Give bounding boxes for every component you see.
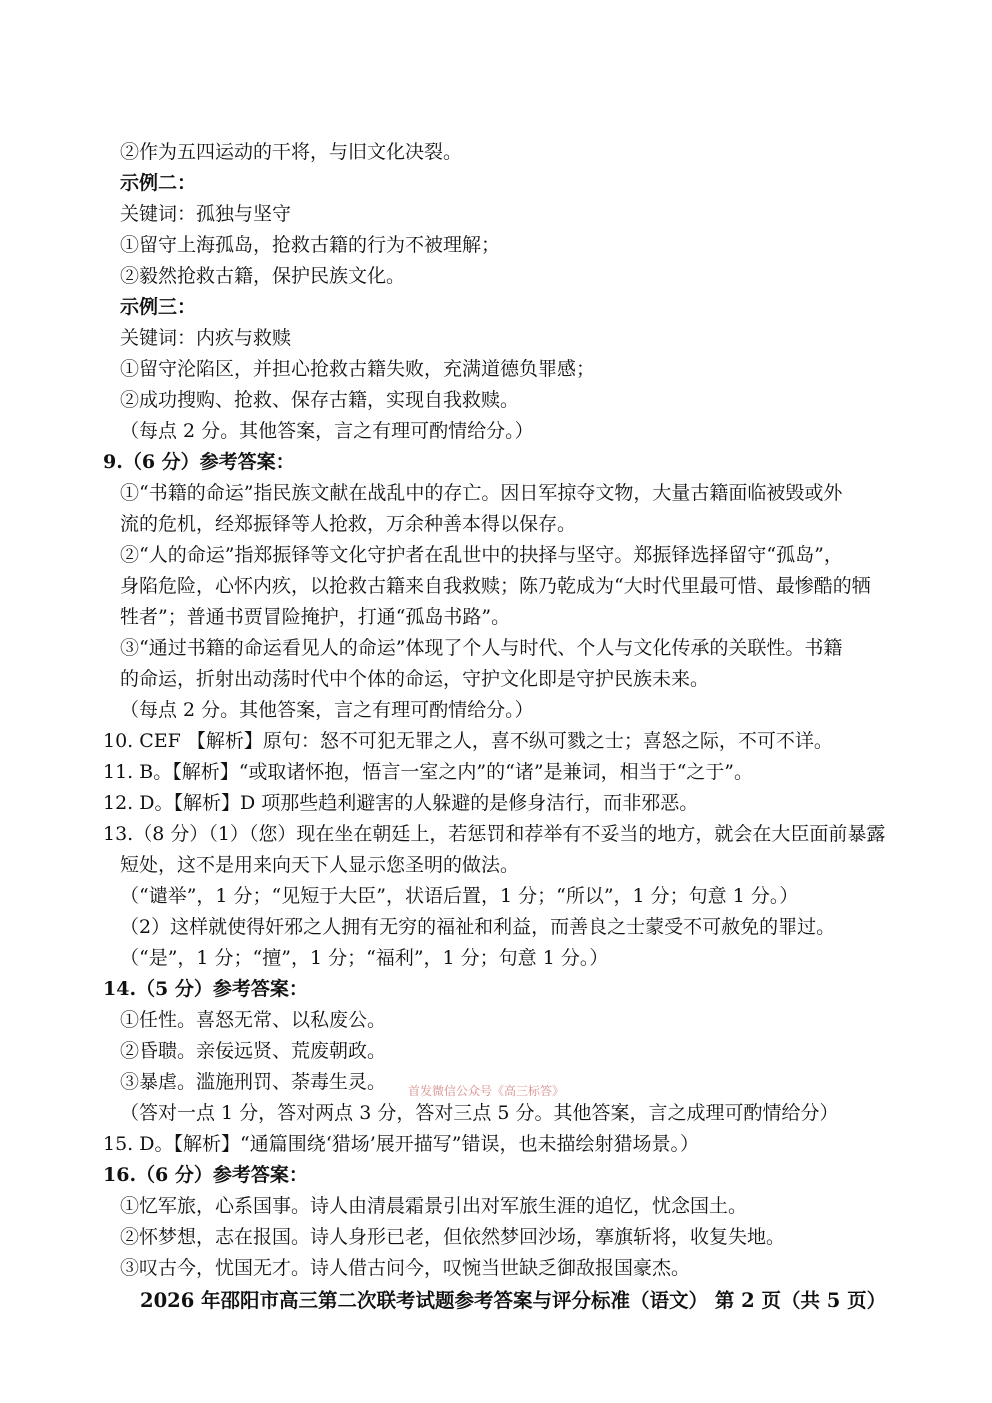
text-line: ②毅然抢救古籍，保护民族文化。 — [120, 265, 406, 287]
scoring-note: （每点 2 分。其他答案，言之有理可酌情给分。） — [120, 420, 534, 442]
page-footer: 2026 年邵阳市高三第二次联考试题参考答案与评分标准（语文） 第 2 页（共 5 页） — [140, 1289, 887, 1312]
answer-line: 15. D。【解析】“通篇围绕‘猎场’展开描写”错误，也未描绘射猎场景。） — [103, 1133, 699, 1155]
text-line: ②成功搜购、抢救、保存古籍，实现自我救赎。 — [120, 389, 520, 411]
text-line: ②“人的命运”指郑振铎等文化守护者在乱世中的抉择与坚守。郑振铎选择留守“孤岛”， — [120, 544, 843, 566]
answer-line: 10. CEF 【解析】原句：怒不可犯无罪之人，喜不纵可戮之士；喜怒之际，不可不详。 — [103, 730, 833, 752]
text-line: 牲者”；普通书贾冒险掩护，打通“孤岛书路”。 — [120, 606, 511, 628]
answer-line: 11. B。【解析】“或取诸怀抱，悟言一室之内”的“诸”是兼词，相当于“之于”。 — [103, 761, 754, 783]
text-line: ①任性。喜怒无常、以私废公。 — [120, 1009, 387, 1031]
answer-line: 13.（8 分）（1）（您）现在坐在朝廷上，若惩罚和荐举有不妥当的地方，就会在大臣面前暴露 — [103, 823, 886, 845]
text-line: ③叹古今，忧国无才。诗人借古问今，叹惋当世缺乏御敌报国豪杰。 — [120, 1257, 691, 1279]
scoring-note: （“谴举”，1 分；“见短于大臣”，状语后置，1 分；“所以”，1 分；句意 1 分。） — [120, 885, 799, 907]
text-line: 关键词：内疚与救赎 — [120, 327, 292, 349]
question-heading: 9.（6 分）参考答案： — [103, 451, 295, 473]
scoring-note: （每点 2 分。其他答案，言之有理可酌情给分。） — [120, 699, 534, 721]
text-line: ②昏聩。亲佞远贤、荒废朝政。 — [120, 1040, 387, 1062]
text-line: ①忆军旅，心系国事。诗人由清晨霜景引出对军旅生涯的追忆，忧念国土。 — [120, 1195, 748, 1217]
example-heading: 示例三： — [120, 296, 197, 318]
text-line: ③暴虐。滥施刑罚、荼毒生灵。 — [120, 1071, 387, 1093]
example-heading: 示例二： — [120, 172, 197, 194]
watermark-text: 首发微信公众号《高三标答》 — [408, 1084, 565, 1098]
text-line: ②怀梦想，志在报国。诗人身形已老，但依然梦回沙场，搴旗斩将，收复失地。 — [120, 1226, 786, 1248]
question-heading: 14.（5 分）参考答案： — [103, 978, 308, 1000]
text-line: （2）这样就使得奸邪之人拥有无穷的福祉和利益，而善良之士蒙受不可赦免的罪过。 — [120, 916, 836, 938]
text-line: 身陷危险，心怀内疚，以抢救古籍来自我救赎；陈乃乾成为“大时代里最可惜、最惨酷的牺 — [120, 575, 871, 597]
scoring-note: （答对一点 1 分，答对两点 3 分，答对三点 5 分。其他答案，言之成理可酌情给分） — [120, 1102, 839, 1124]
text-line: ①留守沦陷区，并担心抢救古籍失败，充满道德负罪感； — [120, 358, 596, 380]
text-line: 流的危机，经郑振铎等人抢救，万余种善本得以保存。 — [120, 513, 577, 535]
text-line: ③“通过书籍的命运看见人的命运”体现了个人与时代、个人与文化传承的关联性。书籍 — [120, 637, 843, 659]
answer-line: 12. D。【解析】D 项那些趋利避害的人躲避的是修身洁行，而非邪恶。 — [103, 792, 699, 814]
text-line: ②作为五四运动的干将，与旧文化决裂。 — [120, 141, 463, 163]
text-line: 关键词：孤独与坚守 — [120, 203, 292, 225]
text-line: ①“书籍的命运”指民族文献在战乱中的存亡。因日军掠夺文物，大量古籍面临被毁或外 — [120, 482, 843, 504]
text-line: 短处，这不是用来向天下人显示您圣明的做法。 — [120, 854, 520, 876]
scoring-note: （“是”，1 分；“擅”，1 分；“福利”，1 分；句意 1 分。） — [120, 947, 609, 969]
question-heading: 16.（6 分）参考答案： — [103, 1164, 308, 1186]
text-line: ①留守上海孤岛，抢救古籍的行为不被理解； — [120, 234, 501, 256]
text-line: 的命运，折射出动荡时代中个体的命运，守护文化即是守护民族未来。 — [120, 668, 710, 690]
